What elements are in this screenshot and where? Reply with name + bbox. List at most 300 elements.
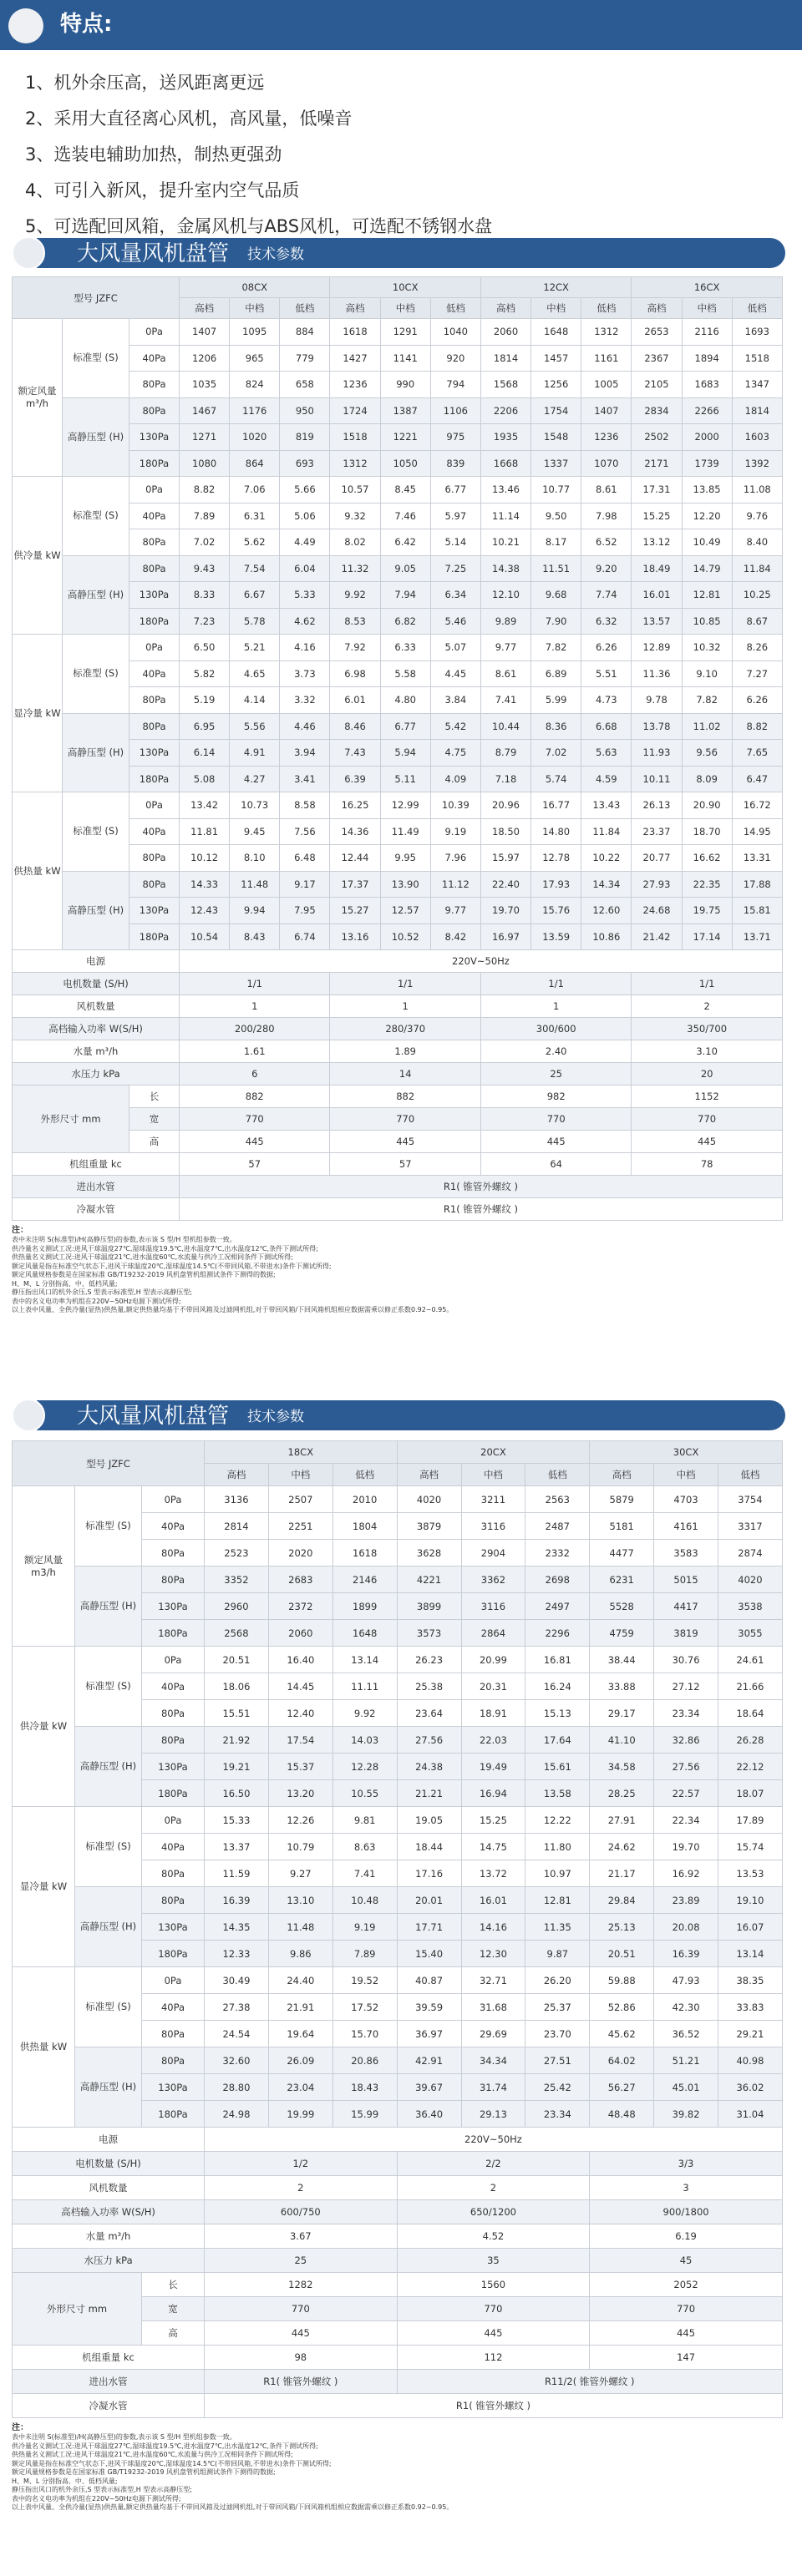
value-cell: 26.09 — [268, 2047, 332, 2074]
value-cell: 2497 — [525, 1593, 590, 1620]
value-cell: 13.14 — [718, 1941, 783, 1967]
value-cell: 17.52 — [332, 1994, 397, 2021]
value-cell: 12.44 — [330, 845, 380, 872]
value-cell: 15.97 — [480, 845, 530, 872]
value-cell: 13.85 — [682, 477, 732, 504]
spec-value: 770 — [632, 1108, 782, 1131]
value-cell: 3055 — [718, 1620, 783, 1647]
value-cell: 26.28 — [718, 1727, 783, 1754]
value-cell: 7.82 — [531, 635, 581, 661]
value-cell: 5.66 — [280, 477, 330, 504]
value-cell: 9.19 — [430, 818, 480, 845]
value-cell: 1221 — [380, 424, 430, 451]
value-cell: 64.02 — [590, 2047, 654, 2074]
value-cell: 20.51 — [205, 1647, 269, 1673]
value-cell: 2563 — [525, 1486, 590, 1513]
value-cell: 12.81 — [525, 1887, 590, 1914]
value-cell: 819 — [280, 424, 330, 451]
spec-value: 14 — [330, 1063, 480, 1086]
value-cell: 2010 — [332, 1486, 397, 1513]
value-cell: 17.88 — [732, 871, 782, 898]
value-cell: 17.89 — [718, 1807, 783, 1834]
value-cell: 2251 — [268, 1513, 332, 1540]
value-cell: 12.60 — [581, 898, 632, 924]
spec-value: 300/600 — [480, 1018, 631, 1040]
value-cell: 5.82 — [180, 660, 230, 687]
value-cell: 19.52 — [332, 1967, 397, 1994]
value-cell: 20.96 — [480, 792, 530, 819]
value-cell: 6.82 — [380, 608, 430, 635]
table-row — [13, 1887, 783, 1914]
value-cell: 10.11 — [632, 766, 682, 792]
table-row — [13, 792, 783, 819]
value-cell: 1935 — [480, 424, 530, 451]
spec-value: 57 — [330, 1153, 480, 1176]
value-cell: 3628 — [397, 1540, 461, 1566]
value-cell: 31.68 — [461, 1994, 525, 2021]
value-cell: 7.02 — [180, 529, 230, 556]
value-cell: 2960 — [205, 1593, 269, 1620]
value-cell: 27.93 — [632, 871, 682, 898]
value-cell: 21.21 — [397, 1780, 461, 1807]
value-cell: 7.06 — [230, 477, 280, 504]
value-cell: 2060 — [268, 1620, 332, 1647]
value-cell: 8.61 — [581, 477, 632, 504]
value-cell: 4.14 — [230, 687, 280, 714]
value-cell: 12.57 — [380, 898, 430, 924]
value-cell: 36.52 — [654, 2021, 718, 2047]
value-cell: 47.93 — [654, 1967, 718, 1994]
value-cell: 16.50 — [205, 1780, 269, 1807]
value-cell: 4.16 — [280, 635, 330, 661]
spec-label: 外形尺寸 mm — [13, 1086, 129, 1153]
pressure-label: 180Pa — [129, 766, 180, 792]
value-cell: 9.43 — [180, 555, 230, 582]
value-cell: 2266 — [682, 397, 732, 424]
spec-value: 112 — [397, 2346, 590, 2370]
value-cell: 975 — [430, 424, 480, 451]
value-cell: 3583 — [654, 1540, 718, 1566]
value-cell: 19.70 — [480, 898, 530, 924]
value-cell: 25.13 — [590, 1914, 654, 1941]
value-cell: 18.06 — [205, 1673, 269, 1700]
value-cell: 3116 — [461, 1513, 525, 1540]
value-cell: 13.14 — [332, 1647, 397, 1673]
spec-value: 770 — [590, 2297, 783, 2321]
value-cell: 14.95 — [732, 818, 782, 845]
pressure-label: 130Pa — [129, 424, 180, 451]
value-cell: 6.01 — [330, 687, 380, 714]
value-cell: 3754 — [718, 1486, 783, 1513]
value-cell: 4221 — [397, 1566, 461, 1593]
value-cell: 20.08 — [654, 1914, 718, 1941]
dimension-label: 宽 — [129, 1108, 180, 1131]
value-cell: 4.27 — [230, 766, 280, 792]
value-cell: 13.78 — [632, 713, 682, 740]
spec-label: 电机数量 (S/H) — [13, 973, 180, 995]
value-cell: 5181 — [590, 1513, 654, 1540]
value-cell: 10.57 — [330, 477, 380, 504]
value-cell: 3317 — [718, 1513, 783, 1540]
value-cell: 10.85 — [682, 608, 732, 635]
value-cell: 9.94 — [230, 898, 280, 924]
value-cell: 9.92 — [332, 1700, 397, 1727]
value-cell: 8.53 — [330, 608, 380, 635]
value-cell: 15.76 — [531, 898, 581, 924]
value-cell: 8.67 — [732, 608, 782, 635]
feature-item: 4、可引入新风，提升室内空气品质 — [25, 180, 300, 200]
note-line: 供热量名义测试工况:进风干球温度21℃,进水温度60℃,水流量与供冷工况相同条件下测试所得; — [12, 1253, 293, 1261]
table-row — [13, 2047, 783, 2074]
table-row — [13, 397, 783, 424]
quantity-label: 供热量 kW — [13, 1967, 75, 2128]
value-cell: 6.47 — [732, 766, 782, 792]
spec-value: 445 — [180, 1131, 330, 1153]
feature-item: 2、采用大直径离心风机，高风量，低噪音 — [25, 109, 353, 129]
value-cell: 15.33 — [205, 1807, 269, 1834]
value-cell: 7.54 — [230, 555, 280, 582]
spec-value: 1 — [480, 995, 631, 1018]
speed-header: 低档 — [581, 298, 632, 319]
spec-value: 770 — [180, 1108, 330, 1131]
value-cell: 7.74 — [581, 582, 632, 609]
value-cell: 24.38 — [397, 1754, 461, 1780]
value-cell: 16.81 — [525, 1647, 590, 1673]
table-row — [13, 1647, 783, 1673]
notes — [12, 2423, 780, 2513]
spec-value: 220V~50Hz — [205, 2128, 783, 2152]
value-cell: 4.80 — [380, 687, 430, 714]
pressure-label: 130Pa — [142, 1914, 205, 1941]
pressure-label: 40Pa — [142, 1513, 205, 1540]
speed-header: 高档 — [632, 298, 682, 319]
value-cell: 11.81 — [180, 818, 230, 845]
value-cell: 2834 — [632, 397, 682, 424]
value-cell: 1271 — [180, 424, 230, 451]
value-cell: 4703 — [654, 1486, 718, 1513]
value-cell: 15.13 — [525, 1700, 590, 1727]
value-cell: 4.45 — [430, 660, 480, 687]
value-cell: 30.76 — [654, 1647, 718, 1673]
spec-value: R1( 锥管外螺纹 ) — [205, 2370, 398, 2394]
value-cell: 16.01 — [632, 582, 682, 609]
spec-value: 770 — [205, 2297, 398, 2321]
value-cell: 5528 — [590, 1593, 654, 1620]
value-cell: 8.79 — [480, 740, 530, 767]
section-circle-decoration — [12, 236, 45, 270]
value-cell: 4.46 — [280, 713, 330, 740]
value-cell: 7.89 — [180, 503, 230, 529]
value-cell: 20.51 — [590, 1941, 654, 1967]
pressure-label: 40Pa — [129, 818, 180, 845]
value-cell: 3899 — [397, 1593, 461, 1620]
value-cell: 11.02 — [682, 713, 732, 740]
value-cell: 15.27 — [330, 898, 380, 924]
speed-header: 低档 — [732, 298, 782, 319]
spec-value: 900/1800 — [590, 2200, 783, 2224]
value-cell: 14.79 — [682, 555, 732, 582]
value-cell: 779 — [280, 345, 330, 372]
spec-label: 冷凝水管 — [13, 2394, 205, 2418]
pressure-label: 180Pa — [142, 1780, 205, 1807]
value-cell: 884 — [280, 319, 330, 346]
value-cell: 9.92 — [330, 582, 380, 609]
value-cell: 1804 — [332, 1513, 397, 1540]
value-cell: 12.33 — [205, 1941, 269, 1967]
value-cell: 2367 — [632, 345, 682, 372]
value-cell: 18.91 — [461, 1700, 525, 1727]
spec-value: 45 — [590, 2249, 783, 2273]
value-cell: 24.54 — [205, 2021, 269, 2047]
table-row — [13, 1040, 783, 1063]
value-cell: 10.54 — [180, 924, 230, 950]
spec-label: 高档输入功率 W(S/H) — [13, 1018, 180, 1040]
value-cell: 13.10 — [268, 1887, 332, 1914]
value-cell: 6.42 — [380, 529, 430, 556]
table-row — [13, 277, 783, 298]
value-cell: 22.40 — [480, 871, 530, 898]
value-cell: 7.41 — [332, 1860, 397, 1887]
value-cell: 13.57 — [632, 608, 682, 635]
value-cell: 1724 — [330, 397, 380, 424]
dimension-label: 宽 — [142, 2297, 205, 2321]
value-cell: 18.49 — [632, 555, 682, 582]
note-line: 表中未注明 S(标准型)/H(高静压型)的参数,表示该 S 型/H 型机组参数一致。 — [12, 1236, 236, 1243]
feature-item: 1、机外余压高，送风距离更远 — [25, 73, 265, 93]
pressure-label: 80Pa — [142, 1700, 205, 1727]
speed-header: 低档 — [718, 1464, 783, 1486]
spec-label: 机组重量 kc — [13, 1153, 180, 1176]
spec-value: 600/750 — [205, 2200, 398, 2224]
value-cell: 1683 — [682, 372, 732, 398]
value-cell: 28.25 — [590, 1780, 654, 1807]
value-cell: 5.46 — [430, 608, 480, 635]
value-cell: 9.19 — [332, 1914, 397, 1941]
speed-header: 中档 — [380, 298, 430, 319]
header-circle-decoration — [8, 8, 43, 43]
value-cell: 11.84 — [732, 555, 782, 582]
value-cell: 920 — [430, 345, 480, 372]
note-line: 额定风量规格参数是在国家标准 GB/T19232-2019 风机盘管机组测试条件下测得的数据; — [12, 1271, 276, 1278]
value-cell: 5.21 — [230, 635, 280, 661]
value-cell: 29.84 — [590, 1887, 654, 1914]
value-cell: 1236 — [330, 372, 380, 398]
pressure-label: 80Pa — [129, 555, 180, 582]
value-cell: 16.01 — [461, 1887, 525, 1914]
value-cell: 2206 — [480, 397, 530, 424]
pressure-label: 0Pa — [142, 1807, 205, 1834]
value-cell: 4759 — [590, 1620, 654, 1647]
value-cell: 2653 — [632, 319, 682, 346]
table-row — [13, 319, 783, 346]
value-cell: 38.35 — [718, 1967, 783, 1994]
value-cell: 1407 — [581, 397, 632, 424]
value-cell: 16.39 — [654, 1941, 718, 1967]
value-cell: 27.51 — [525, 2047, 590, 2074]
model-header: 12CX — [480, 277, 631, 298]
value-cell: 17.54 — [268, 1727, 332, 1754]
value-cell: 1236 — [581, 424, 632, 451]
value-cell: 6.98 — [330, 660, 380, 687]
value-cell: 4.73 — [581, 687, 632, 714]
type-label: 标准型 (S) — [75, 1807, 142, 1887]
value-cell: 1518 — [732, 345, 782, 372]
value-cell: 29.69 — [461, 2021, 525, 2047]
value-cell: 33.83 — [718, 1994, 783, 2021]
value-cell: 4.59 — [581, 766, 632, 792]
value-cell: 17.71 — [397, 1914, 461, 1941]
value-cell: 13.53 — [718, 1860, 783, 1887]
value-cell: 6.48 — [280, 845, 330, 872]
value-cell: 23.89 — [654, 1887, 718, 1914]
value-cell: 36.02 — [718, 2074, 783, 2101]
pressure-label: 80Pa — [142, 1566, 205, 1593]
value-cell: 29.17 — [590, 1700, 654, 1727]
note-line: 以上表中风量、全供冷量(显热)供热量,额定供热量均基于不带回风箱及过滤网机组,对于带回风箱/下回风箱机组相应数据需乘以修正系数0.92~0.95。 — [12, 2503, 454, 2511]
speed-header: 高档 — [397, 1464, 461, 1486]
spec-value: 445 — [330, 1131, 480, 1153]
value-cell: 17.64 — [525, 1727, 590, 1754]
table-row — [13, 871, 783, 898]
value-cell: 5.58 — [380, 660, 430, 687]
value-cell: 2487 — [525, 1513, 590, 1540]
spec-value: 982 — [480, 1086, 631, 1108]
value-cell: 13.20 — [268, 1780, 332, 1807]
value-cell: 16.25 — [330, 792, 380, 819]
spec-label: 电机数量 (S/H) — [13, 2152, 205, 2176]
value-cell: 4.75 — [430, 740, 480, 767]
value-cell: 16.39 — [205, 1887, 269, 1914]
value-cell: 4.09 — [430, 766, 480, 792]
value-cell: 9.86 — [268, 1941, 332, 1967]
value-cell: 1035 — [180, 372, 230, 398]
value-cell: 23.37 — [632, 818, 682, 845]
value-cell: 15.81 — [732, 898, 782, 924]
value-cell: 1005 — [581, 372, 632, 398]
note-line: 供冷量名义测试工况:进风干球温度27℃,湿球温度19.5℃,进水温度7℃,出水温度12℃,条件下测试所得; — [12, 2442, 318, 2450]
value-cell: 7.18 — [480, 766, 530, 792]
value-cell: 10.44 — [480, 713, 530, 740]
value-cell: 45.01 — [654, 2074, 718, 2101]
table-row — [13, 1153, 783, 1176]
value-cell: 9.20 — [581, 555, 632, 582]
type-label: 标准型 (S) — [63, 635, 129, 714]
value-cell: 1407 — [180, 319, 230, 346]
value-cell: 5.62 — [230, 529, 280, 556]
value-cell: 3.32 — [280, 687, 330, 714]
value-cell: 25.38 — [397, 1673, 461, 1700]
value-cell: 8.43 — [230, 924, 280, 950]
value-cell: 8.02 — [330, 529, 380, 556]
value-cell: 6.50 — [180, 635, 230, 661]
value-cell: 16.77 — [531, 792, 581, 819]
type-label: 标准型 (S) — [63, 792, 129, 872]
value-cell: 2523 — [205, 1540, 269, 1566]
value-cell: 3211 — [461, 1486, 525, 1513]
value-cell: 4.65 — [230, 660, 280, 687]
value-cell: 2105 — [632, 372, 682, 398]
quantity-label: 显冷量 kW — [13, 635, 63, 792]
spec-value: 280/370 — [330, 1018, 480, 1040]
value-cell: 3573 — [397, 1620, 461, 1647]
speed-header: 中档 — [531, 298, 581, 319]
value-cell: 10.97 — [525, 1860, 590, 1887]
value-cell: 3879 — [397, 1513, 461, 1540]
spec-value: 2 — [205, 2176, 398, 2200]
value-cell: 7.94 — [380, 582, 430, 609]
value-cell: 11.36 — [632, 660, 682, 687]
value-cell: 6231 — [590, 1566, 654, 1593]
value-cell: 13.16 — [330, 924, 380, 950]
value-cell: 2171 — [632, 450, 682, 477]
feature-item: 3、选装电辅助加热，制热更强劲 — [25, 144, 282, 164]
pressure-label: 130Pa — [142, 2074, 205, 2101]
value-cell: 5.11 — [380, 766, 430, 792]
value-cell: 1347 — [732, 372, 782, 398]
type-label: 高静压型 (H) — [75, 1727, 142, 1807]
value-cell: 9.89 — [480, 608, 530, 635]
value-cell: 10.86 — [581, 924, 632, 950]
spec-value: 220V~50Hz — [180, 950, 783, 973]
speed-header: 中档 — [654, 1464, 718, 1486]
value-cell: 8.33 — [180, 582, 230, 609]
table-row — [13, 477, 783, 504]
value-cell: 21.42 — [632, 924, 682, 950]
value-cell: 7.65 — [732, 740, 782, 767]
table-row — [13, 2273, 783, 2297]
model-header: 20CX — [397, 1441, 590, 1464]
value-cell: 1387 — [380, 397, 430, 424]
value-cell: 1648 — [531, 319, 581, 346]
value-cell: 2568 — [205, 1620, 269, 1647]
value-cell: 24.98 — [205, 2101, 269, 2128]
value-cell: 40.98 — [718, 2047, 783, 2074]
pressure-label: 40Pa — [142, 1834, 205, 1860]
value-cell: 10.12 — [180, 845, 230, 872]
value-cell: 864 — [230, 450, 280, 477]
value-cell: 17.37 — [330, 871, 380, 898]
value-cell: 6.32 — [581, 608, 632, 635]
value-cell: 5.42 — [430, 713, 480, 740]
pressure-label: 0Pa — [129, 319, 180, 346]
value-cell: 5.51 — [581, 660, 632, 687]
value-cell: 24.61 — [718, 1647, 783, 1673]
value-cell: 8.82 — [180, 477, 230, 504]
quantity-label: 显冷量 kW — [13, 1807, 75, 1967]
value-cell: 9.76 — [732, 503, 782, 529]
value-cell: 8.42 — [430, 924, 480, 950]
feature-item: 5、可选配回风箱，金属风机与ABS风机，可选配不锈钢水盘 — [25, 216, 493, 236]
note-line: 表中未注明 S(标准型)/H(高静压型)的参数,表示该 S 型/H 型机组参数一致。 — [12, 2433, 236, 2441]
value-cell: 17.93 — [531, 871, 581, 898]
value-cell: 23.04 — [268, 2074, 332, 2101]
value-cell: 1161 — [581, 345, 632, 372]
value-cell: 15.99 — [332, 2101, 397, 2128]
section-subtitle: 技术参数 — [247, 246, 304, 263]
table-row — [13, 2370, 783, 2394]
value-cell: 839 — [430, 450, 480, 477]
section-title-band — [12, 236, 785, 270]
value-cell: 11.11 — [332, 1673, 397, 1700]
note-line: 额定风量是指在标准空气状态下,进风干球温度20℃,湿球温度14.5℃(不带回风箱,不带进水)条件下测试所得; — [12, 2459, 332, 2467]
value-cell: 1603 — [732, 424, 782, 451]
spec-value: 25 — [480, 1063, 631, 1086]
spec-value: 2 — [632, 995, 782, 1018]
value-cell: 4161 — [654, 1513, 718, 1540]
value-cell: 32.71 — [461, 1967, 525, 1994]
spec-value: R1( 锥管外螺纹 ) — [205, 2394, 783, 2418]
pressure-label: 80Pa — [129, 871, 180, 898]
